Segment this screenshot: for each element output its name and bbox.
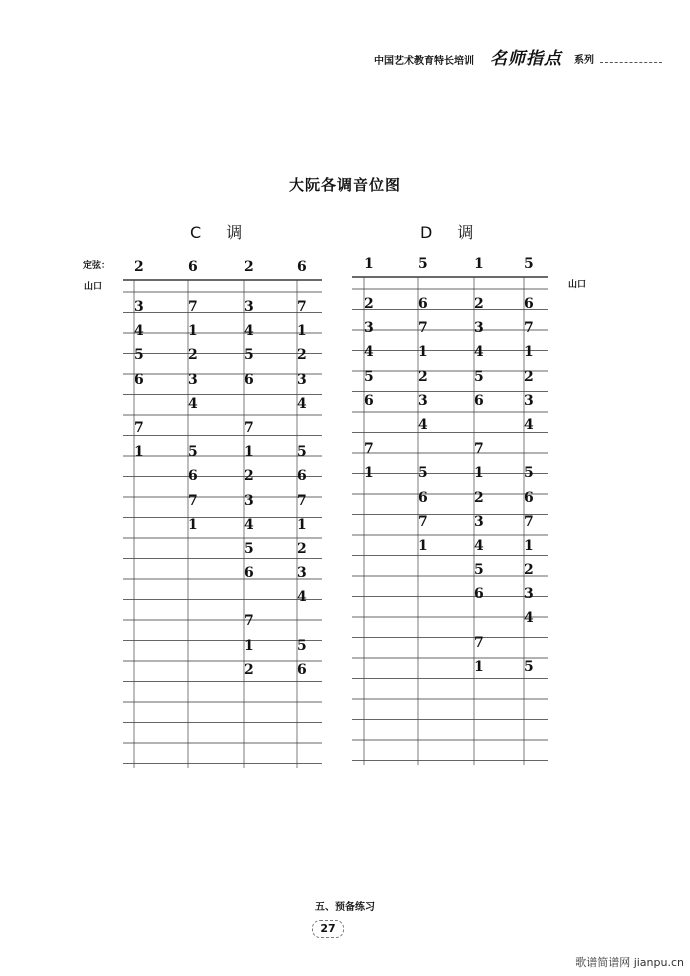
position-note: 1: [474, 465, 484, 482]
position-note: 7: [244, 419, 254, 436]
position-note: 2: [297, 347, 307, 364]
position-note: 6: [297, 468, 307, 485]
position-note: 2: [188, 347, 198, 364]
position-note: 4: [297, 589, 307, 606]
position-note: 5: [474, 562, 484, 579]
position-note: 4: [474, 537, 484, 554]
tuning-note: 6: [188, 259, 198, 275]
position-note: 4: [297, 395, 307, 412]
position-note: 1: [297, 516, 307, 533]
section-label: 五、预备练习: [315, 902, 375, 913]
position-note: 2: [474, 296, 484, 312]
position-note: 1: [297, 323, 307, 340]
position-note: 6: [188, 468, 198, 485]
position-note: 7: [134, 419, 144, 436]
position-note: 6: [418, 489, 428, 506]
position-note: 4: [524, 416, 534, 433]
series-suffix: 系列: [574, 55, 594, 66]
tuning-note: 6: [297, 259, 307, 275]
brand-logo: 名师指点: [490, 49, 562, 69]
tuning-note: 5: [418, 256, 428, 272]
position-note: 1: [418, 537, 428, 554]
position-note: 7: [297, 492, 307, 509]
position-note: 5: [244, 540, 254, 557]
position-note: 7: [188, 299, 198, 315]
position-note: 4: [188, 395, 198, 412]
position-note: 5: [297, 637, 307, 654]
position-note: 7: [524, 320, 534, 337]
position-note: 3: [524, 586, 534, 603]
page-number: 27: [312, 920, 344, 938]
position-note: 3: [364, 320, 374, 337]
position-note: 1: [418, 344, 428, 361]
position-note: 1: [244, 444, 254, 461]
tuning-note: 2: [134, 259, 144, 275]
position-note: 2: [364, 296, 374, 312]
position-note: 7: [297, 299, 307, 315]
nut-label-right: 山口: [568, 280, 587, 290]
position-note: 4: [134, 323, 144, 340]
position-note: 3: [474, 513, 484, 530]
position-note: 1: [364, 465, 374, 482]
position-note: 1: [244, 637, 254, 654]
position-note: 6: [524, 489, 534, 506]
key-title-c: C 调: [190, 223, 243, 242]
position-note: 6: [474, 586, 484, 603]
position-note: 6: [134, 371, 144, 388]
position-note: 2: [418, 368, 428, 385]
site-watermark: 歌谱简谱网 jianpu.cn: [575, 956, 684, 969]
position-note: 3: [244, 492, 254, 509]
position-note: 2: [524, 562, 534, 579]
nut-label-left: 山口: [84, 282, 103, 292]
position-note: 2: [524, 368, 534, 385]
position-note: 1: [188, 323, 198, 340]
position-note: 6: [474, 392, 484, 409]
position-note: 6: [244, 371, 254, 388]
position-note: 5: [134, 347, 144, 364]
position-note: 3: [297, 565, 307, 582]
position-note: 5: [244, 347, 254, 364]
position-note: 2: [297, 540, 307, 557]
position-note: 7: [474, 441, 484, 458]
position-note: 7: [418, 513, 428, 530]
position-note: 7: [418, 320, 428, 337]
position-note: 3: [524, 392, 534, 409]
position-note: 3: [474, 320, 484, 337]
position-note: 1: [188, 516, 198, 533]
position-note: 5: [524, 465, 534, 482]
position-note: 4: [244, 323, 254, 340]
position-note: 2: [244, 468, 254, 485]
page-title: 大阮各调音位图: [288, 176, 401, 194]
position-note: 2: [474, 489, 484, 506]
position-note: 1: [524, 344, 534, 361]
position-note: 6: [297, 661, 307, 678]
position-note: 3: [297, 371, 307, 388]
position-note: 3: [244, 299, 254, 315]
position-note: 4: [474, 344, 484, 361]
position-note: 7: [474, 634, 484, 651]
position-note: 1: [524, 537, 534, 554]
tuning-note: 5: [524, 256, 534, 272]
tuning-note: 1: [474, 256, 484, 272]
position-note: 6: [244, 565, 254, 582]
position-note: 1: [134, 444, 144, 461]
position-note: 7: [364, 441, 374, 458]
position-note: 6: [364, 392, 374, 409]
position-note: 7: [244, 613, 254, 630]
position-note: 7: [524, 513, 534, 530]
position-note: 2: [244, 661, 254, 678]
position-note: 5: [297, 444, 307, 461]
position-note: 5: [188, 444, 198, 461]
position-note: 6: [524, 296, 534, 312]
position-note: 7: [188, 492, 198, 509]
position-note: 5: [418, 465, 428, 482]
position-note: 4: [364, 344, 374, 361]
position-note: 1: [474, 658, 484, 675]
position-note: 4: [244, 516, 254, 533]
position-note: 5: [474, 368, 484, 385]
position-note: 4: [418, 416, 428, 433]
position-note: 5: [524, 658, 534, 675]
position-note: 3: [134, 299, 144, 315]
tuning-note: 2: [244, 259, 254, 275]
key-title-d: D 调: [420, 223, 474, 242]
tuning-label: 定弦：: [83, 261, 111, 271]
position-note: 6: [418, 296, 428, 312]
position-note: 4: [524, 610, 534, 627]
tuning-note: 1: [364, 256, 374, 272]
series-text: 中国艺术教育特长培训: [374, 56, 474, 67]
position-note: 3: [188, 371, 198, 388]
position-note: 3: [418, 392, 428, 409]
position-note: 5: [364, 368, 374, 385]
